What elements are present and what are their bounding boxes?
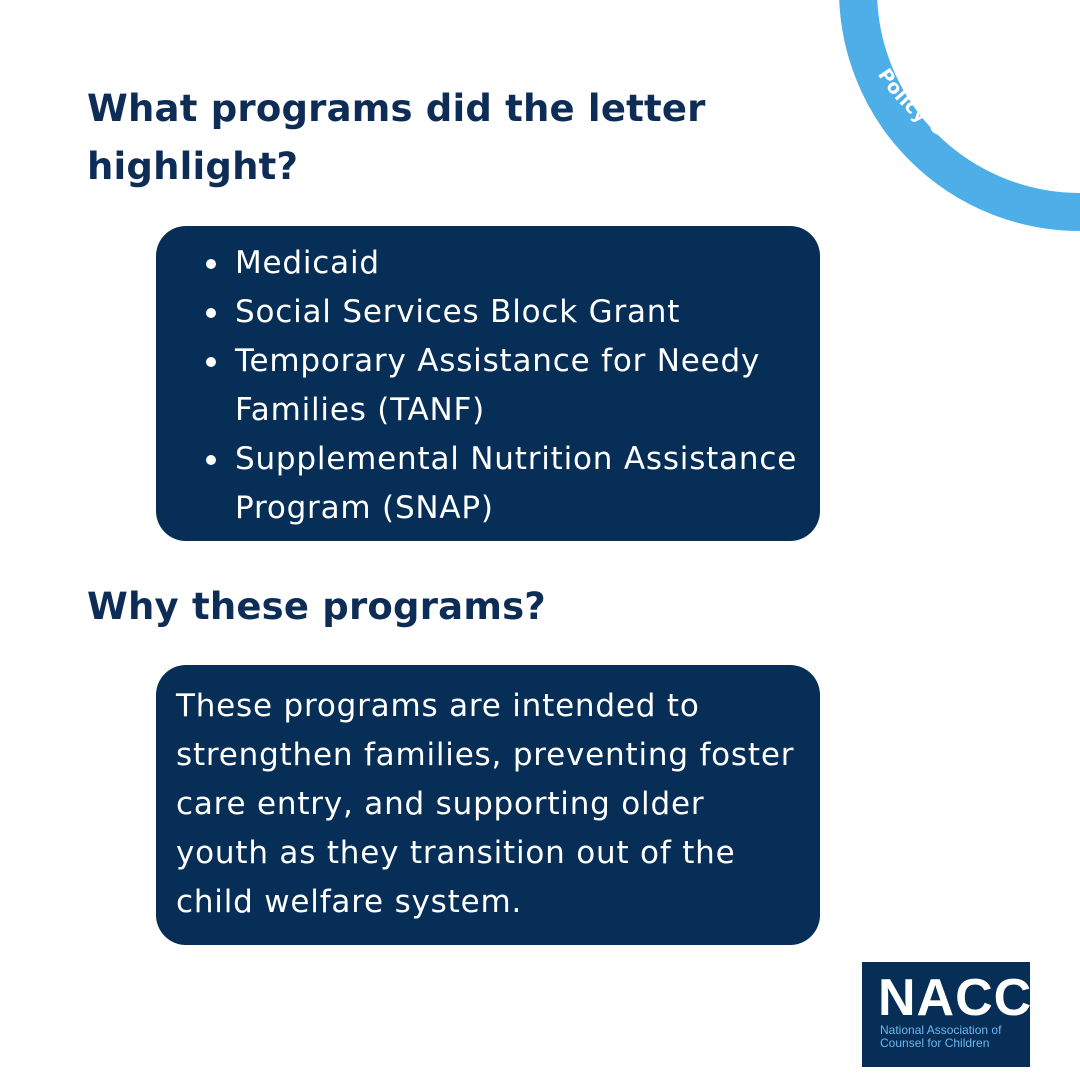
policy-corner-ring: [858, 0, 1080, 212]
programs-list: [156, 239, 808, 533]
why-body-text: These programs are intended to strengthen families, preventing foster care entry, and supporting older youth as they transition out of the child welfare system.: [176, 688, 795, 920]
program-item-snap: Supplemental Nutrition Assistance Program (SNAP): [235, 435, 808, 533]
why-heading: Why these programs?: [87, 585, 546, 628]
logo-wordmark: NACC: [878, 969, 1033, 1027]
nacc-logo: [862, 962, 1033, 1067]
why-panel: [156, 665, 820, 945]
policy-corner-label: Policy Corner: [873, 64, 1000, 165]
programs-panel: [156, 226, 820, 541]
logo-organization-name: National Association of Counsel for Children: [880, 1023, 1002, 1050]
programs-heading: What programs did the letter highlight?: [87, 87, 706, 188]
program-item-ssbg: Social Services Block Grant: [235, 288, 808, 337]
program-item-medicaid: Medicaid: [235, 239, 808, 288]
program-item-tanf: Temporary Assistance for Needy Families (TANF): [235, 337, 808, 435]
